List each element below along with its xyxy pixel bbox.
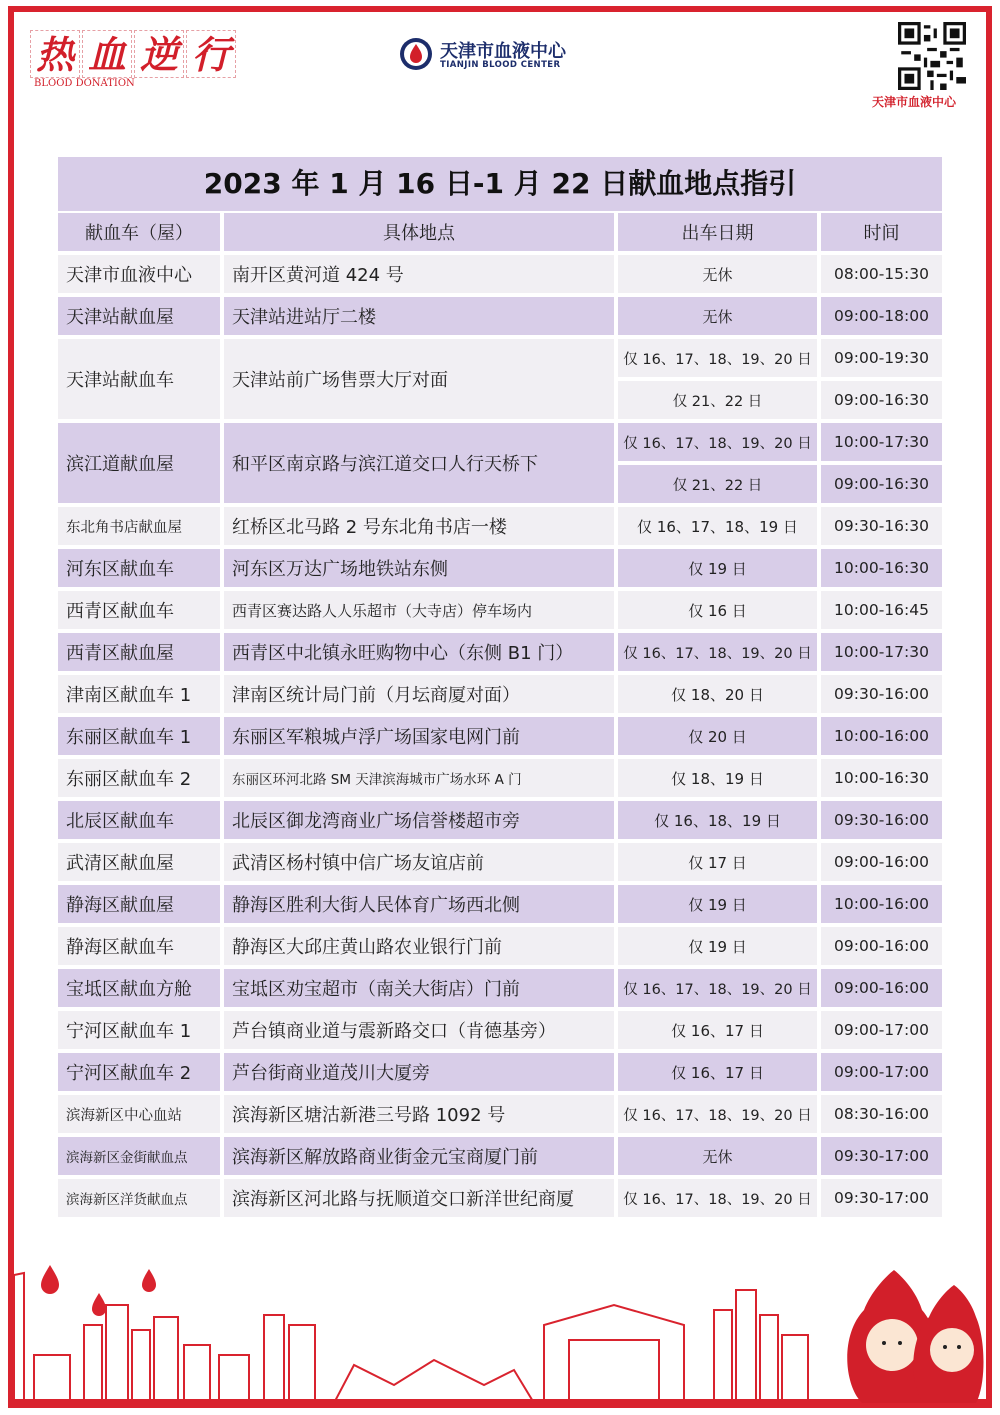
row-dates-secondary: 仅 21、22 日 — [618, 465, 817, 503]
row-time: 10:00-16:30 — [821, 759, 942, 797]
row-time: 08:00-15:30 — [821, 255, 942, 293]
row-time: 09:30-17:00 — [821, 1137, 942, 1175]
row-location: 东丽区军粮城卢浮广场国家电网门前 — [224, 717, 614, 755]
table-row — [58, 549, 942, 587]
row-location: 西青区中北镇永旺购物中心（东侧 B1 门） — [224, 633, 614, 671]
row-name: 静海区献血屋 — [58, 885, 220, 923]
row-dates: 无休 — [618, 1137, 817, 1175]
row-time: 09:00-17:00 — [821, 1011, 942, 1049]
table-row — [58, 969, 942, 1007]
row-location: 津南区统计局门前（月坛商厦对面） — [224, 675, 614, 713]
page-title: 2023 年 1 月 16 日-1 月 22 日献血地点指引 — [58, 157, 942, 211]
row-name: 津南区献血车 1 — [58, 675, 220, 713]
row-location: 武清区杨村镇中信广场友谊店前 — [224, 843, 614, 881]
row-name: 北辰区献血车 — [58, 801, 220, 839]
logo-char: 热 — [30, 30, 80, 78]
column-header-dates: 出车日期 — [618, 213, 817, 251]
row-time: 09:00-16:00 — [821, 969, 942, 1007]
row-name: 天津市血液中心 — [58, 255, 220, 293]
row-dates: 仅 16、17、18、19 日 — [618, 507, 817, 545]
row-location: 宝坻区劝宝超市（南关大街店）门前 — [224, 969, 614, 1007]
table-header — [58, 213, 942, 251]
row-location: 滨海新区河北路与抚顺道交口新洋世纪商厦 — [224, 1179, 614, 1217]
row-dates: 仅 18、19 日 — [618, 759, 817, 797]
row-time: 10:00-16:30 — [821, 549, 942, 587]
row-dates: 无休 — [618, 297, 817, 335]
qr-code-icon[interactable] — [898, 22, 966, 90]
row-name: 西青区献血车 — [58, 591, 220, 629]
row-time: 09:30-16:00 — [821, 675, 942, 713]
logo-char: 血 — [82, 30, 132, 78]
row-time: 09:00-18:00 — [821, 297, 942, 335]
row-time: 10:00-16:45 — [821, 591, 942, 629]
row-dates: 仅 16、17、18、19、20 日 — [618, 1179, 817, 1217]
row-location: 静海区大邱庄黄山路农业银行门前 — [224, 927, 614, 965]
row-dates: 仅 16、17、18、19、20 日 — [618, 423, 817, 461]
row-location: 南开区黄河道 424 号 — [224, 255, 614, 293]
row-time: 10:00-16:00 — [821, 885, 942, 923]
table-row — [58, 591, 942, 629]
row-time: 09:00-17:00 — [821, 1053, 942, 1091]
row-name: 东北角书店献血屋 — [58, 507, 220, 545]
table-row — [58, 297, 942, 335]
row-location: 北辰区御龙湾商业广场信誉楼超市旁 — [224, 801, 614, 839]
row-dates: 仅 19 日 — [618, 885, 817, 923]
row-time: 09:00-19:30 — [821, 339, 942, 377]
table-row — [58, 927, 942, 965]
row-dates: 仅 16、17、18、19、20 日 — [618, 1095, 817, 1133]
row-dates: 仅 19 日 — [618, 549, 817, 587]
row-name: 东丽区献血车 2 — [58, 759, 220, 797]
row-name: 东丽区献血车 1 — [58, 717, 220, 755]
mascot-illustration — [847, 1270, 983, 1403]
row-name: 天津站献血车 — [58, 339, 220, 419]
logo-char: 行 — [186, 30, 236, 78]
row-dates: 仅 16、17 日 — [618, 1053, 817, 1091]
row-dates-secondary: 仅 21、22 日 — [618, 381, 817, 419]
blood-drop-icon — [41, 1265, 156, 1316]
table-row — [58, 507, 942, 545]
logo-char: 逆 — [134, 30, 184, 78]
table-row — [58, 801, 942, 839]
table-row — [58, 1137, 942, 1175]
row-time-secondary: 09:00-16:30 — [821, 465, 942, 503]
row-dates: 仅 16、17 日 — [618, 1011, 817, 1049]
row-dates: 仅 18、20 日 — [618, 675, 817, 713]
logo-subtitle: BLOOD DONATION — [34, 78, 135, 89]
table-row — [58, 675, 942, 713]
row-time: 09:30-16:30 — [821, 507, 942, 545]
row-name: 西青区献血屋 — [58, 633, 220, 671]
row-name: 宁河区献血车 1 — [58, 1011, 220, 1049]
center-name: 天津市血液中心 — [440, 41, 566, 62]
table-row — [58, 1011, 942, 1049]
table-row — [58, 843, 942, 881]
row-time: 09:00-16:00 — [821, 843, 942, 881]
row-location: 芦台街商业道茂川大厦旁 — [224, 1053, 614, 1091]
row-time: 09:30-17:00 — [821, 1179, 942, 1217]
row-time: 08:30-16:00 — [821, 1095, 942, 1133]
row-dates: 仅 16、17、18、19、20 日 — [618, 633, 817, 671]
blood-donation-logo — [30, 30, 245, 92]
table-row — [58, 255, 942, 293]
column-header-location: 具体地点 — [224, 213, 614, 251]
row-location: 天津站前广场售票大厅对面 — [224, 339, 614, 419]
qr-label: 天津市血液中心 — [872, 95, 957, 109]
row-name: 宁河区献血车 2 — [58, 1053, 220, 1091]
row-location: 东丽区环河北路 SM 天津滨海城市广场水环 A 门 — [224, 759, 614, 797]
row-dates: 仅 16、17、18、19、20 日 — [618, 339, 817, 377]
row-time: 10:00-16:00 — [821, 717, 942, 755]
table-row — [58, 1095, 942, 1133]
row-name: 滨海新区金街献血点 — [58, 1137, 220, 1175]
row-time: 09:30-16:00 — [821, 801, 942, 839]
table-row — [58, 633, 942, 671]
row-time: 09:00-16:00 — [821, 927, 942, 965]
row-time: 10:00-17:30 — [821, 633, 942, 671]
tianjin-blood-center-logo — [398, 36, 598, 72]
row-name: 河东区献血车 — [58, 549, 220, 587]
row-dates: 仅 16、17、18、19、20 日 — [618, 969, 817, 1007]
row-location: 河东区万达广场地铁站东侧 — [224, 549, 614, 587]
column-header-time: 时间 — [821, 213, 942, 251]
row-name: 滨海新区洋货献血点 — [58, 1179, 220, 1217]
row-dates: 仅 20 日 — [618, 717, 817, 755]
table-row — [58, 1053, 942, 1091]
row-time: 10:00-17:30 — [821, 423, 942, 461]
row-location: 红桥区北马路 2 号东北角书店一楼 — [224, 507, 614, 545]
center-name-en: TIANJIN BLOOD CENTER — [440, 60, 561, 70]
row-location: 静海区胜利大街人民体育广场西北侧 — [224, 885, 614, 923]
table-row — [58, 885, 942, 923]
row-location: 滨海新区解放路商业街金元宝商厦门前 — [224, 1137, 614, 1175]
table-row — [58, 717, 942, 755]
row-name: 武清区献血屋 — [58, 843, 220, 881]
skyline-illustration — [14, 1255, 986, 1403]
row-location: 芦台镇商业道与震新路交口（肯德基旁） — [224, 1011, 614, 1049]
table-row — [58, 759, 942, 797]
row-dates: 无休 — [618, 255, 817, 293]
column-header-vehicle: 献血车（屋） — [58, 213, 220, 251]
row-name: 滨江道献血屋 — [58, 423, 220, 503]
row-dates: 仅 17 日 — [618, 843, 817, 881]
blood-drop-icon — [398, 36, 434, 72]
row-location: 滨海新区塘沽新港三号路 1092 号 — [224, 1095, 614, 1133]
table-row — [58, 423, 942, 503]
row-location: 西青区赛达路人人乐超市（大寺店）停车场内 — [224, 591, 614, 629]
row-name: 滨海新区中心血站 — [58, 1095, 220, 1133]
table-row — [58, 339, 942, 419]
table-row — [58, 1179, 942, 1217]
row-name: 静海区献血车 — [58, 927, 220, 965]
row-dates: 仅 16 日 — [618, 591, 817, 629]
row-name: 天津站献血屋 — [58, 297, 220, 335]
row-dates: 仅 19 日 — [618, 927, 817, 965]
row-location: 和平区南京路与滨江道交口人行天桥下 — [224, 423, 614, 503]
row-location: 天津站进站厅二楼 — [224, 297, 614, 335]
row-name: 宝坻区献血方舱 — [58, 969, 220, 1007]
row-time-secondary: 09:00-16:30 — [821, 381, 942, 419]
row-dates: 仅 16、18、19 日 — [618, 801, 817, 839]
